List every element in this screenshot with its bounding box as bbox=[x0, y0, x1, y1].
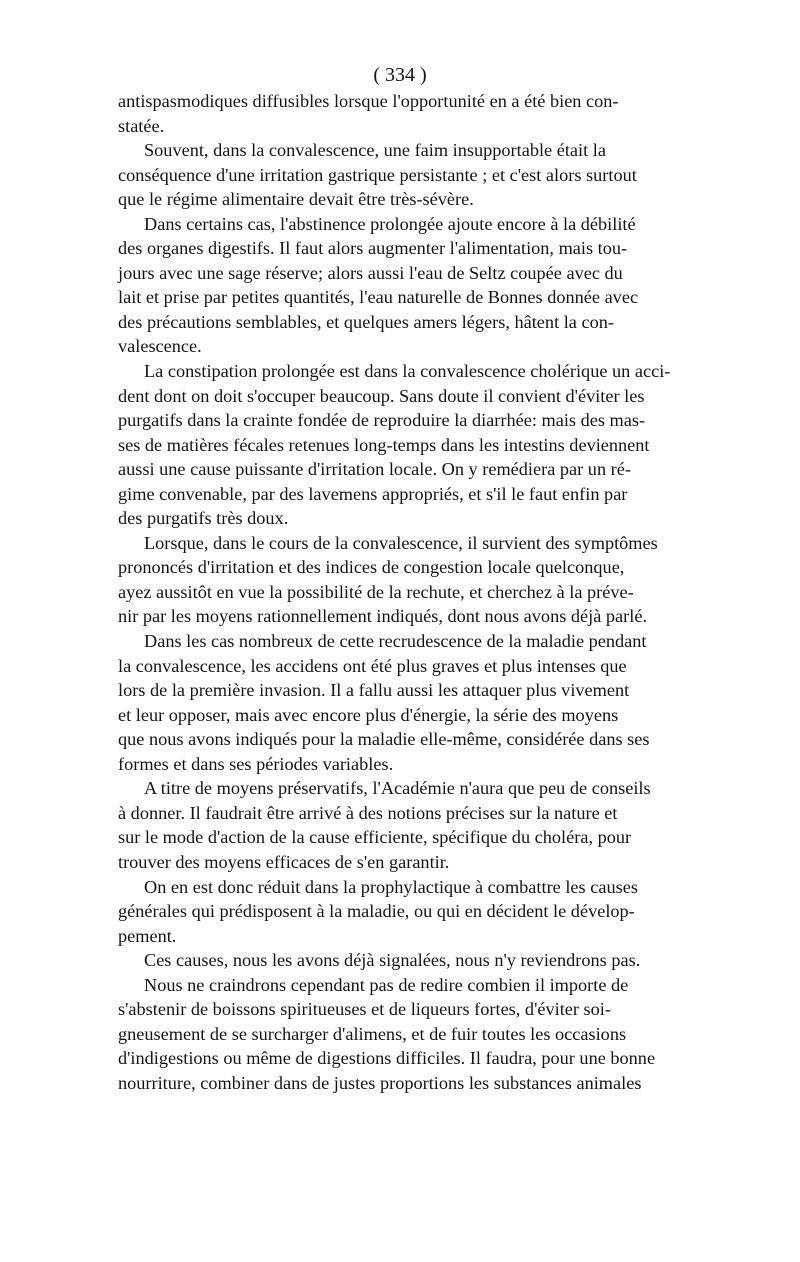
text-line: lait et prise par petites quantités, l'eau naturelle de Bonnes donnée avec bbox=[118, 287, 639, 308]
text-line: Ces causes, nous les avons déjà signalées, nous n'y reviendrons pas. bbox=[144, 950, 641, 971]
text-line: conséquence d'une irritation gastrique persistante ; et c'est alors surtout bbox=[118, 164, 637, 185]
paragraph bbox=[118, 629, 682, 776]
text-line: à donner. Il faudrait être arrivé à des notions précises sur la nature et bbox=[118, 802, 618, 823]
text-line: Dans les cas nombreux de cette recrudescence de la maladie pendant bbox=[144, 631, 647, 652]
text-line: lors de la première invasion. Il a fallu aussi les attaquer plus vivement bbox=[118, 680, 630, 701]
body-text bbox=[118, 89, 682, 1095]
text-line: aussi une cause puissante d'irritation locale. On y remédiera par un ré- bbox=[118, 459, 631, 480]
text-line: Souvent, dans la convalescence, une faim insupportable était la bbox=[144, 140, 606, 161]
page-number: ( 334 ) bbox=[373, 64, 427, 86]
text-line: pement. bbox=[118, 925, 177, 946]
text-line: et leur opposer, mais avec encore plus d'énergie, la série des moyens bbox=[118, 704, 619, 725]
paragraph bbox=[118, 948, 682, 973]
text-line: dent dont on doit s'occuper beaucoup. Sans doute il convient d'éviter les bbox=[118, 385, 645, 406]
text-line: A titre de moyens préservatifs, l'Académie n'aura que peu de conseils bbox=[144, 778, 651, 799]
paragraph bbox=[118, 89, 682, 138]
text-line: trouver des moyens efficaces de s'en garantir. bbox=[118, 851, 450, 872]
text-line: prononcés d'irritation et des indices de congestion locale quelconque, bbox=[118, 557, 625, 578]
text-line: gime convenable, par des lavemens appropriés, et s'il le faut enfin par bbox=[118, 483, 628, 504]
text-line: jours avec une sage réserve; alors aussi l'eau de Seltz coupée avec du bbox=[118, 262, 623, 283]
text-line: formes et dans ses périodes variables. bbox=[118, 753, 394, 774]
paragraph bbox=[118, 875, 682, 949]
text-line: gneusement de se surcharger d'alimens, et de fuir toutes les occasions bbox=[118, 1023, 627, 1044]
text-line: que nous avons indiqués pour la maladie elle-même, considérée dans ses bbox=[118, 729, 650, 750]
text-line: purgatifs dans la crainte fondée de reproduire la diarrhée: mais des mas- bbox=[118, 410, 646, 431]
text-line: Dans certains cas, l'abstinence prolongée ajoute encore à la débilité bbox=[144, 213, 636, 234]
paragraph bbox=[118, 973, 682, 1096]
text-line: que le régime alimentaire devait être très-sévère. bbox=[118, 189, 474, 210]
text-line: nourriture, combiner dans de justes proportions les substances animales bbox=[118, 1072, 642, 1093]
paragraph bbox=[118, 776, 682, 874]
text-line: On en est donc réduit dans la prophylactique à combattre les causes bbox=[144, 876, 638, 897]
text-line: La constipation prolongée est dans la convalescence cholérique un acci- bbox=[144, 361, 671, 382]
text-line: des organes digestifs. Il faut alors augmenter l'alimentation, mais tou- bbox=[118, 238, 628, 259]
paragraph bbox=[118, 359, 682, 531]
text-line: ses de matières fécales retenues long-temps dans les intestins deviennent bbox=[118, 434, 650, 455]
paragraph bbox=[118, 212, 682, 359]
paragraph bbox=[118, 138, 682, 212]
text-line: Lorsque, dans le cours de la convalescence, il survient des symptômes bbox=[144, 532, 658, 553]
paragraph bbox=[118, 531, 682, 629]
text-line: Nous ne craindrons cependant pas de redire combien il importe de bbox=[144, 974, 629, 995]
text-line: générales qui prédisposent à la maladie, ou qui en décident le dévelop- bbox=[118, 901, 635, 922]
text-line: s'abstenir de boissons spiritueuses et de liqueurs fortes, d'éviter soi- bbox=[118, 999, 611, 1020]
text-line: des purgatifs très doux. bbox=[118, 508, 289, 529]
text-line: sur le mode d'action de la cause efficiente, spécifique du choléra, pour bbox=[118, 827, 632, 848]
text-line: la convalescence, les accidens ont été plus graves et plus intenses que bbox=[118, 655, 627, 676]
text-line: ayez aussitôt en vue la possibilité de la rechute, et cherchez à la préve- bbox=[118, 581, 634, 602]
text-line: nir par les moyens rationnellement indiqués, dont nous avons déjà parlé. bbox=[118, 606, 648, 627]
text-line: valescence. bbox=[118, 336, 202, 357]
text-line: des précautions semblables, et quelques amers légers, hâtent la con- bbox=[118, 311, 614, 332]
text-line: d'indigestions ou même de digestions difficiles. Il faudra, pour une bonne bbox=[118, 1048, 656, 1069]
text-line: antispasmodiques diffusibles lorsque l'opportunité en a été bien con- bbox=[118, 91, 619, 111]
text-line: statée. bbox=[118, 115, 165, 136]
